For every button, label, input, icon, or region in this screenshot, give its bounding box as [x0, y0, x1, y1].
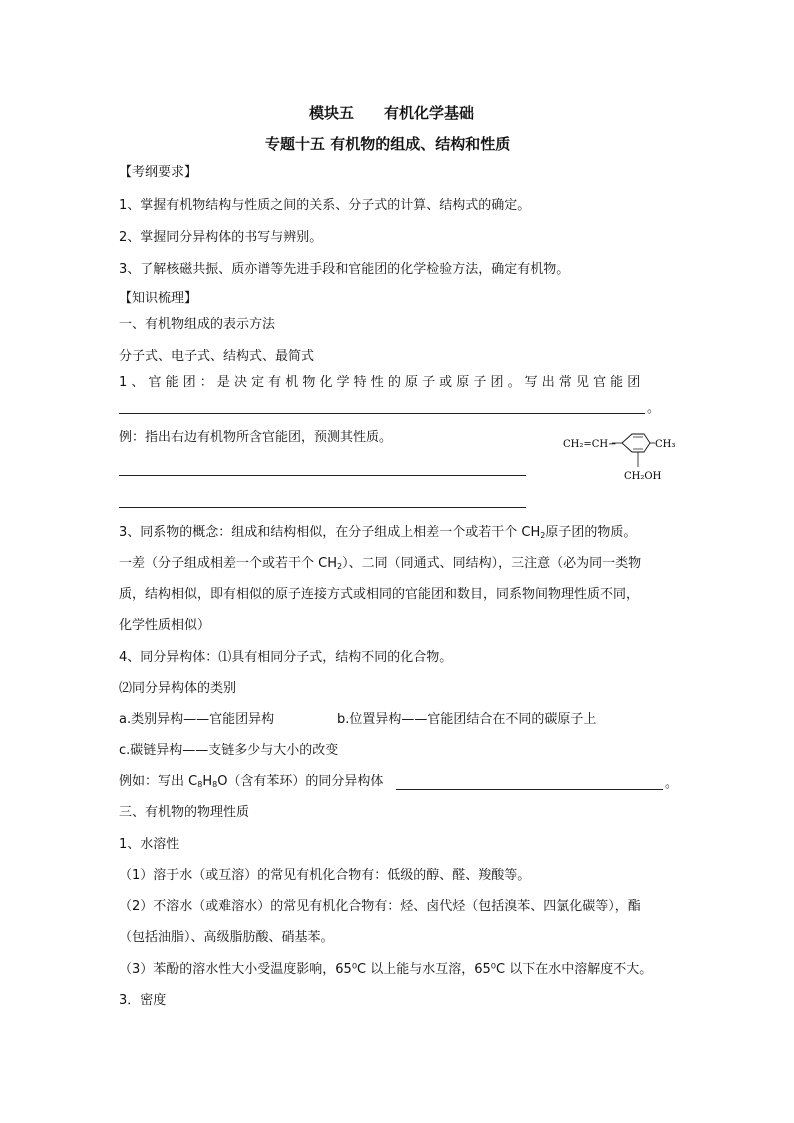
period-mark: 。 — [665, 776, 679, 791]
section-1-title: 一、有机物组成的表示方法 — [119, 317, 276, 332]
answer-line — [119, 507, 526, 508]
knowledge-heading: 【知识梳理】 — [119, 291, 198, 306]
requirement-1: 1、掌握有机物结构与性质之间的关系、分子式的计算、结构式的确定。 — [119, 198, 531, 213]
period-mark: 。 — [647, 401, 661, 416]
solubility-item-1: （1）溶于水（或互溶）的常见有机化合物有：低级的醇、醛、羧酸等。 — [119, 868, 531, 883]
requirement-3: 3、了解核磁共振、质亦谱等先进手段和官能团的化学检验方法，确定有机物。 — [119, 262, 570, 277]
answer-line — [396, 789, 663, 790]
vinyl-group-label: CH₂=CH− — [563, 439, 617, 450]
isomer-definition: 4、同分异构体：⑴具有相同分子式，结构不同的化合物。 — [119, 650, 453, 665]
topic-title: 专题十五 有机物的组成、结构和性质 — [265, 135, 511, 153]
isomer-example: 例如：写出 $C_8H_8O$（含有苯环）的同分异构体 — [119, 774, 384, 789]
section-1-items: 分子式、电子式、结构式、最简式 — [119, 349, 315, 364]
homolog-explanation-line-1: 一差（分子组成相差一个或若干个 $CH_2$）、二同（同通式、同结构），三注意（必为同一类物 — [119, 556, 642, 571]
methyl-group-label: CH₃ — [655, 439, 676, 450]
homolog-explanation-line-3: 化学性质相似） — [119, 618, 211, 633]
homolog-explanation-line-2: 质，结构相似，即有相似的原子连接方式或相同的官能团和数目，同系物间物理性质不同， — [119, 587, 640, 602]
section-3-title: 三、有机物的物理性质 — [119, 805, 250, 820]
hydroxymethyl-group-label: CH₂OH — [624, 471, 662, 482]
solubility-heading: 1、水溶性 — [119, 837, 180, 852]
solubility-item-3: （3）苯酚的溶水性大小受温度影响，65⁰C 以上能与水互溶，65⁰C 以下在水中溶解度不大。 — [119, 962, 653, 977]
functional-group-question: 1、官能团：是决定有机物化学特性的原子或原子团。写出常见官能团 — [119, 375, 645, 390]
solubility-item-2-continued: （包括油脂）、高级脂肪酸、硝基苯。 — [119, 930, 334, 945]
isomer-type-b: b.位置异构——官能团结合在不同的碳原子上 — [337, 712, 597, 727]
module-title: 模块五 有机化学基础 — [309, 104, 475, 122]
molecule-structure — [555, 425, 680, 490]
answer-line — [119, 475, 526, 476]
example-question: 例：指出右边有机物所含官能团，预测其性质。 — [119, 430, 393, 445]
answer-line — [119, 413, 645, 414]
homolog-definition: 3、同系物的概念：组成和结构相似，在分子组成上相差一个或若干个 $CH_2$原子团的物质。 — [119, 525, 637, 540]
solubility-item-2: （2）不溶水（或难溶水）的常见有机化合物有：烃、卤代烃（包括溴苯、四氯化碳等），酯 — [119, 899, 641, 914]
isomer-type-c: c.碳链异构——支链多少与大小的改变 — [119, 743, 339, 758]
isomer-type-a: a.类别异构——官能团异构 — [119, 712, 275, 727]
requirement-2: 2、掌握同分异构体的书写与辨别。 — [119, 230, 323, 245]
exam-requirements-heading: 【考纲要求】 — [119, 165, 198, 180]
density-heading: 3．密度 — [119, 993, 167, 1008]
isomer-types-heading: ⑵同分异构体的类别 — [119, 681, 237, 696]
